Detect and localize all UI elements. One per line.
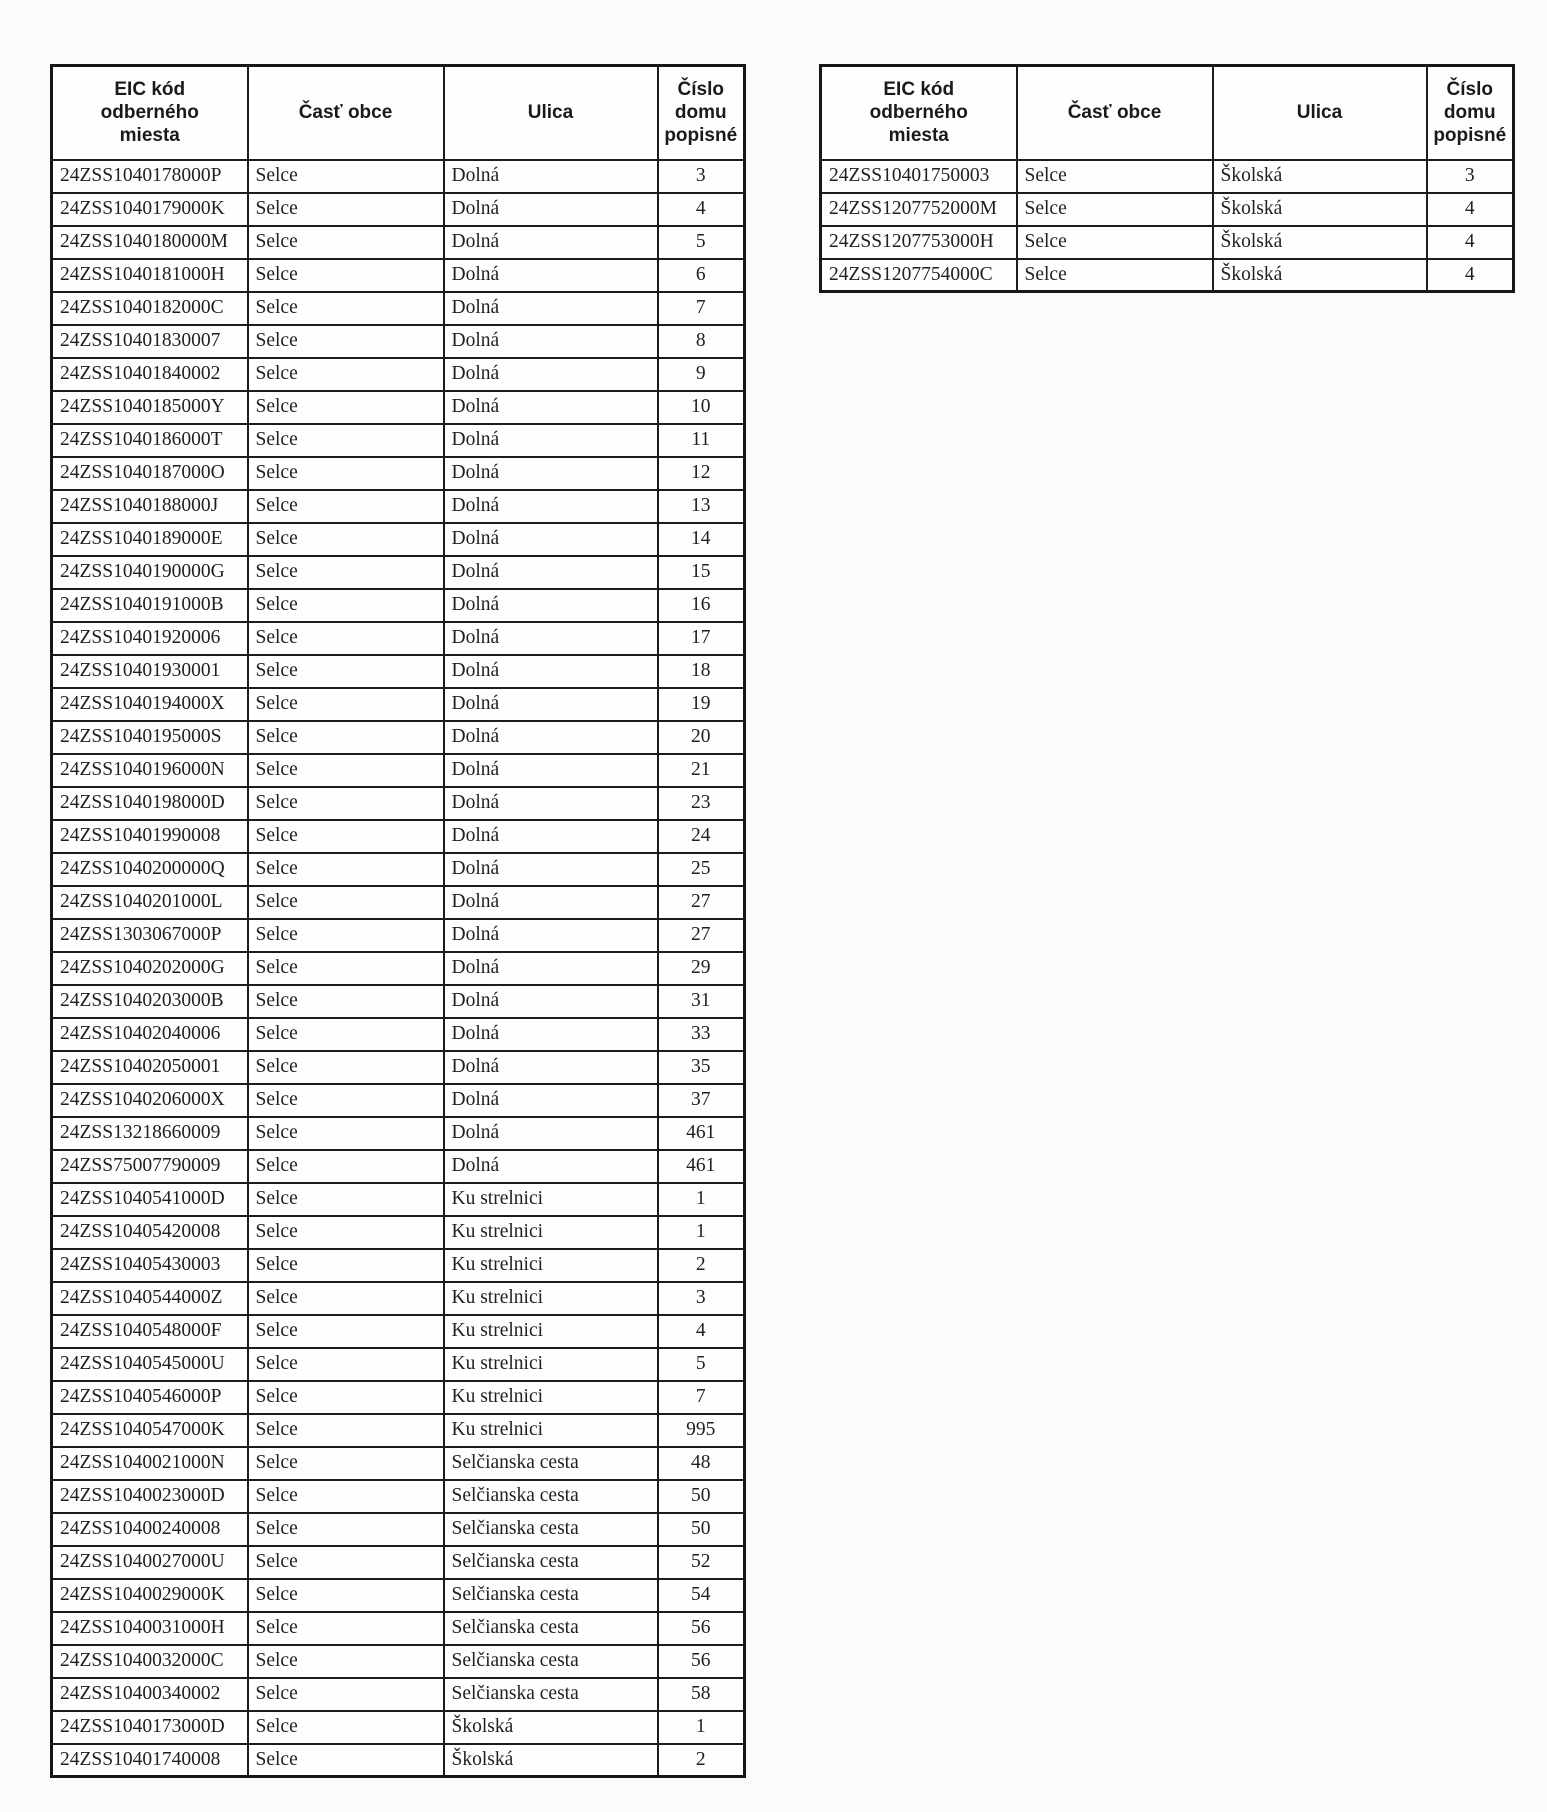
cell-street: Ku strelnici bbox=[444, 1414, 658, 1447]
cell-eic-code: 24ZSS1040200000Q bbox=[52, 853, 248, 886]
header-municipality-part bbox=[248, 66, 444, 160]
table-row bbox=[52, 1513, 745, 1546]
table-row bbox=[52, 655, 745, 688]
cell-street: Školská bbox=[1213, 193, 1427, 226]
cell-eic-code: 24ZSS1207752000M bbox=[821, 193, 1017, 226]
cell-municipality-part: Selce bbox=[1017, 193, 1213, 226]
cell-street: Selčianska cesta bbox=[444, 1579, 658, 1612]
cell-street: Dolná bbox=[444, 622, 658, 655]
cell-street: Dolná bbox=[444, 853, 658, 886]
cell-street: Školská bbox=[1213, 160, 1427, 193]
table-row bbox=[52, 1447, 745, 1480]
cell-eic-code: 24ZSS1040547000K bbox=[52, 1414, 248, 1447]
cell-municipality-part: Selce bbox=[248, 358, 444, 391]
cell-eic-code: 24ZSS1040548000F bbox=[52, 1315, 248, 1348]
cell-street: Dolná bbox=[444, 688, 658, 721]
cell-street: Dolná bbox=[444, 1117, 658, 1150]
cell-house-number: 37 bbox=[658, 1084, 745, 1117]
table-row bbox=[52, 886, 745, 919]
cell-municipality-part: Selce bbox=[248, 1282, 444, 1315]
cell-street: Dolná bbox=[444, 457, 658, 490]
table-row bbox=[52, 556, 745, 589]
cell-street: Dolná bbox=[444, 886, 658, 919]
cell-municipality-part: Selce bbox=[248, 1018, 444, 1051]
cell-house-number: 56 bbox=[658, 1645, 745, 1678]
cell-street: Dolná bbox=[444, 721, 658, 754]
cell-house-number: 19 bbox=[658, 688, 745, 721]
cell-house-number: 21 bbox=[658, 754, 745, 787]
cell-street: Selčianska cesta bbox=[444, 1645, 658, 1678]
table-row bbox=[821, 193, 1514, 226]
cell-municipality-part: Selce bbox=[248, 556, 444, 589]
cell-eic-code: 24ZSS1040182000C bbox=[52, 292, 248, 325]
header-house-number-label: Číslo domu popisné bbox=[1433, 78, 1507, 147]
cell-municipality-part: Selce bbox=[1017, 259, 1213, 292]
table-row bbox=[52, 1579, 745, 1612]
cell-eic-code: 24ZSS1040031000H bbox=[52, 1612, 248, 1645]
table-row bbox=[52, 490, 745, 523]
cell-eic-code: 24ZSS1040023000D bbox=[52, 1480, 248, 1513]
cell-house-number: 52 bbox=[658, 1546, 745, 1579]
cell-street: Ku strelnici bbox=[444, 1381, 658, 1414]
cell-municipality-part: Selce bbox=[248, 1678, 444, 1711]
cell-eic-code: 24ZSS1040185000Y bbox=[52, 391, 248, 424]
table-row bbox=[52, 1150, 745, 1183]
table-row bbox=[52, 1612, 745, 1645]
cell-house-number: 461 bbox=[658, 1117, 745, 1150]
cell-street: Dolná bbox=[444, 490, 658, 523]
cell-municipality-part: Selce bbox=[248, 1414, 444, 1447]
table-header-row bbox=[821, 66, 1514, 160]
header-municipality-part-label: Časť obce bbox=[298, 102, 393, 124]
cell-house-number: 3 bbox=[658, 1282, 745, 1315]
cell-street: Dolná bbox=[444, 589, 658, 622]
cell-municipality-part: Selce bbox=[248, 292, 444, 325]
cell-municipality-part: Selce bbox=[248, 1513, 444, 1546]
cell-house-number: 48 bbox=[658, 1447, 745, 1480]
cell-house-number: 7 bbox=[658, 1381, 745, 1414]
cell-municipality-part: Selce bbox=[248, 1612, 444, 1645]
table-row bbox=[52, 1315, 745, 1348]
cell-house-number: 6 bbox=[658, 259, 745, 292]
cell-street: Ku strelnici bbox=[444, 1315, 658, 1348]
cell-eic-code: 24ZSS1040187000O bbox=[52, 457, 248, 490]
cell-municipality-part: Selce bbox=[248, 1117, 444, 1150]
cell-municipality-part: Selce bbox=[248, 523, 444, 556]
table-row bbox=[52, 1480, 745, 1513]
cell-house-number: 14 bbox=[658, 523, 745, 556]
cell-municipality-part: Selce bbox=[248, 1480, 444, 1513]
table-row bbox=[52, 391, 745, 424]
table-row bbox=[52, 424, 745, 457]
cell-street: Dolná bbox=[444, 424, 658, 457]
cell-municipality-part: Selce bbox=[248, 1645, 444, 1678]
cell-municipality-part: Selce bbox=[248, 820, 444, 853]
cell-eic-code: 24ZSS1040173000D bbox=[52, 1711, 248, 1744]
table-row bbox=[52, 853, 745, 886]
cell-municipality-part: Selce bbox=[248, 424, 444, 457]
header-eic-code-label: EIC kód odberného miesta bbox=[100, 78, 199, 147]
table-row bbox=[52, 1381, 745, 1414]
cell-eic-code: 24ZSS10401750003 bbox=[821, 160, 1017, 193]
table-row bbox=[52, 325, 745, 358]
cell-house-number: 50 bbox=[658, 1513, 745, 1546]
table-row bbox=[52, 226, 745, 259]
cell-street: Dolná bbox=[444, 259, 658, 292]
cell-house-number: 3 bbox=[658, 160, 745, 193]
cell-municipality-part: Selce bbox=[248, 1579, 444, 1612]
cell-eic-code: 24ZSS1303067000P bbox=[52, 919, 248, 952]
table-row bbox=[52, 754, 745, 787]
cell-eic-code: 24ZSS10401830007 bbox=[52, 325, 248, 358]
cell-eic-code: 24ZSS10402040006 bbox=[52, 1018, 248, 1051]
table-row bbox=[52, 919, 745, 952]
cell-house-number: 4 bbox=[658, 1315, 745, 1348]
cell-house-number: 8 bbox=[658, 325, 745, 358]
cell-street: Dolná bbox=[444, 919, 658, 952]
cell-street: Dolná bbox=[444, 787, 658, 820]
cell-eic-code: 24ZSS1040201000L bbox=[52, 886, 248, 919]
cell-municipality-part: Selce bbox=[248, 622, 444, 655]
cell-municipality-part: Selce bbox=[248, 952, 444, 985]
cell-municipality-part: Selce bbox=[248, 391, 444, 424]
cell-municipality-part: Selce bbox=[248, 1744, 444, 1777]
cell-eic-code: 24ZSS1040541000D bbox=[52, 1183, 248, 1216]
cell-house-number: 20 bbox=[658, 721, 745, 754]
cell-eic-code: 24ZSS1207753000H bbox=[821, 226, 1017, 259]
cell-house-number: 4 bbox=[1427, 259, 1514, 292]
cell-eic-code: 24ZSS1040546000P bbox=[52, 1381, 248, 1414]
table-row bbox=[52, 1249, 745, 1282]
cell-house-number: 33 bbox=[658, 1018, 745, 1051]
cell-eic-code: 24ZSS1040032000C bbox=[52, 1645, 248, 1678]
cell-municipality-part: Selce bbox=[248, 1348, 444, 1381]
cell-street: Ku strelnici bbox=[444, 1216, 658, 1249]
eic-table-right bbox=[819, 64, 1515, 293]
table-row bbox=[52, 1348, 745, 1381]
cell-street: Selčianska cesta bbox=[444, 1678, 658, 1711]
cell-municipality-part: Selce bbox=[248, 853, 444, 886]
cell-house-number: 9 bbox=[658, 358, 745, 391]
table-row bbox=[52, 1282, 745, 1315]
table-row bbox=[52, 1216, 745, 1249]
cell-eic-code: 24ZSS1040206000X bbox=[52, 1084, 248, 1117]
cell-eic-code: 24ZSS1040021000N bbox=[52, 1447, 248, 1480]
table-row bbox=[52, 1678, 745, 1711]
cell-house-number: 31 bbox=[658, 985, 745, 1018]
table-row bbox=[52, 1051, 745, 1084]
cell-municipality-part: Selce bbox=[248, 1051, 444, 1084]
cell-street: Dolná bbox=[444, 358, 658, 391]
cell-municipality-part: Selce bbox=[248, 985, 444, 1018]
cell-house-number: 24 bbox=[658, 820, 745, 853]
cell-street: Ku strelnici bbox=[444, 1348, 658, 1381]
header-municipality-part bbox=[1017, 66, 1213, 160]
cell-municipality-part: Selce bbox=[248, 1216, 444, 1249]
cell-municipality-part: Selce bbox=[248, 787, 444, 820]
table-row bbox=[52, 160, 745, 193]
cell-house-number: 11 bbox=[658, 424, 745, 457]
table-header-row bbox=[52, 66, 745, 160]
header-street bbox=[1213, 66, 1427, 160]
cell-eic-code: 24ZSS1040190000G bbox=[52, 556, 248, 589]
eic-table-left bbox=[50, 64, 746, 1778]
cell-street: Dolná bbox=[444, 160, 658, 193]
cell-municipality-part: Selce bbox=[248, 259, 444, 292]
cell-street: Dolná bbox=[444, 325, 658, 358]
cell-eic-code: 24ZSS1207754000C bbox=[821, 259, 1017, 292]
cell-street: Selčianska cesta bbox=[444, 1546, 658, 1579]
table-row bbox=[52, 1414, 745, 1447]
cell-municipality-part: Selce bbox=[248, 754, 444, 787]
cell-house-number: 3 bbox=[1427, 160, 1514, 193]
cell-eic-code: 24ZSS1040196000N bbox=[52, 754, 248, 787]
table-row bbox=[52, 787, 745, 820]
header-street bbox=[444, 66, 658, 160]
cell-street: Dolná bbox=[444, 1051, 658, 1084]
cell-municipality-part: Selce bbox=[248, 919, 444, 952]
cell-house-number: 2 bbox=[658, 1744, 745, 1777]
cell-street: Ku strelnici bbox=[444, 1249, 658, 1282]
table-row bbox=[52, 1117, 745, 1150]
cell-house-number: 27 bbox=[658, 919, 745, 952]
cell-eic-code: 24ZSS1040195000S bbox=[52, 721, 248, 754]
header-house-number-label: Číslo domu popisné bbox=[664, 78, 738, 147]
cell-house-number: 4 bbox=[1427, 226, 1514, 259]
cell-municipality-part: Selce bbox=[248, 886, 444, 919]
cell-house-number: 1 bbox=[658, 1183, 745, 1216]
cell-eic-code: 24ZSS1040029000K bbox=[52, 1579, 248, 1612]
cell-municipality-part: Selce bbox=[248, 655, 444, 688]
header-street-label: Ulica bbox=[1296, 102, 1343, 124]
cell-house-number: 5 bbox=[658, 226, 745, 259]
cell-eic-code: 24ZSS10401930001 bbox=[52, 655, 248, 688]
cell-street: Dolná bbox=[444, 985, 658, 1018]
cell-eic-code: 24ZSS1040202000G bbox=[52, 952, 248, 985]
cell-street: Selčianska cesta bbox=[444, 1513, 658, 1546]
cell-eic-code: 24ZSS1040178000P bbox=[52, 160, 248, 193]
table-row bbox=[52, 820, 745, 853]
table-row bbox=[52, 1084, 745, 1117]
cell-street: Dolná bbox=[444, 292, 658, 325]
cell-eic-code: 24ZSS1040179000K bbox=[52, 193, 248, 226]
table-row bbox=[52, 1018, 745, 1051]
cell-street: Školská bbox=[1213, 259, 1427, 292]
table-row bbox=[52, 358, 745, 391]
cell-house-number: 995 bbox=[658, 1414, 745, 1447]
header-municipality-part-label: Časť obce bbox=[1067, 102, 1162, 124]
cell-street: Dolná bbox=[444, 226, 658, 259]
cell-eic-code: 24ZSS75007790009 bbox=[52, 1150, 248, 1183]
cell-eic-code: 24ZSS10405430003 bbox=[52, 1249, 248, 1282]
table-row bbox=[821, 160, 1514, 193]
cell-house-number: 4 bbox=[658, 193, 745, 226]
cell-house-number: 18 bbox=[658, 655, 745, 688]
table-row bbox=[52, 721, 745, 754]
table-row bbox=[821, 226, 1514, 259]
cell-street: Selčianska cesta bbox=[444, 1447, 658, 1480]
header-eic-code-label: EIC kód odberného miesta bbox=[869, 78, 968, 147]
cell-street: Dolná bbox=[444, 523, 658, 556]
cell-house-number: 1 bbox=[658, 1711, 745, 1744]
cell-street: Dolná bbox=[444, 655, 658, 688]
cell-municipality-part: Selce bbox=[1017, 160, 1213, 193]
cell-house-number: 56 bbox=[658, 1612, 745, 1645]
cell-house-number: 50 bbox=[658, 1480, 745, 1513]
header-street-label: Ulica bbox=[527, 102, 574, 124]
cell-eic-code: 24ZSS1040181000H bbox=[52, 259, 248, 292]
cell-street: Dolná bbox=[444, 952, 658, 985]
cell-house-number: 15 bbox=[658, 556, 745, 589]
cell-street: Dolná bbox=[444, 1018, 658, 1051]
cell-municipality-part: Selce bbox=[248, 1381, 444, 1414]
table-row bbox=[52, 1183, 745, 1216]
cell-house-number: 1 bbox=[658, 1216, 745, 1249]
cell-eic-code: 24ZSS1040191000B bbox=[52, 589, 248, 622]
cell-eic-code: 24ZSS10401920006 bbox=[52, 622, 248, 655]
cell-street: Dolná bbox=[444, 193, 658, 226]
cell-municipality-part: Selce bbox=[248, 589, 444, 622]
header-house-number bbox=[1427, 66, 1514, 160]
header-house-number bbox=[658, 66, 745, 160]
cell-eic-code: 24ZSS13218660009 bbox=[52, 1117, 248, 1150]
cell-house-number: 7 bbox=[658, 292, 745, 325]
table-row bbox=[52, 292, 745, 325]
cell-eic-code: 24ZSS10405420008 bbox=[52, 1216, 248, 1249]
cell-eic-code: 24ZSS1040194000X bbox=[52, 688, 248, 721]
cell-municipality-part: Selce bbox=[248, 721, 444, 754]
table-row bbox=[52, 1546, 745, 1579]
cell-house-number: 17 bbox=[658, 622, 745, 655]
cell-eic-code: 24ZSS1040203000B bbox=[52, 985, 248, 1018]
cell-house-number: 16 bbox=[658, 589, 745, 622]
cell-street: Dolná bbox=[444, 820, 658, 853]
cell-eic-code: 24ZSS1040188000J bbox=[52, 490, 248, 523]
cell-municipality-part: Selce bbox=[248, 1183, 444, 1216]
cell-eic-code: 24ZSS10400240008 bbox=[52, 1513, 248, 1546]
cell-house-number: 58 bbox=[658, 1678, 745, 1711]
cell-municipality-part: Selce bbox=[248, 1249, 444, 1282]
table-row bbox=[821, 259, 1514, 292]
cell-street: Dolná bbox=[444, 556, 658, 589]
cell-eic-code: 24ZSS10401740008 bbox=[52, 1744, 248, 1777]
cell-municipality-part: Selce bbox=[248, 1711, 444, 1744]
header-eic-code bbox=[821, 66, 1017, 160]
cell-street: Selčianska cesta bbox=[444, 1480, 658, 1513]
cell-house-number: 13 bbox=[658, 490, 745, 523]
cell-municipality-part: Selce bbox=[248, 688, 444, 721]
cell-house-number: 5 bbox=[658, 1348, 745, 1381]
table-row bbox=[52, 985, 745, 1018]
cell-municipality-part: Selce bbox=[248, 1315, 444, 1348]
table-row bbox=[52, 688, 745, 721]
cell-street: Dolná bbox=[444, 1084, 658, 1117]
cell-municipality-part: Selce bbox=[248, 160, 444, 193]
cell-municipality-part: Selce bbox=[248, 325, 444, 358]
cell-street: Školská bbox=[444, 1711, 658, 1744]
cell-eic-code: 24ZSS1040544000Z bbox=[52, 1282, 248, 1315]
cell-municipality-part: Selce bbox=[248, 490, 444, 523]
cell-house-number: 25 bbox=[658, 853, 745, 886]
header-eic-code bbox=[52, 66, 248, 160]
table-row bbox=[52, 1711, 745, 1744]
cell-house-number: 10 bbox=[658, 391, 745, 424]
cell-eic-code: 24ZSS1040180000M bbox=[52, 226, 248, 259]
cell-eic-code: 24ZSS1040545000U bbox=[52, 1348, 248, 1381]
cell-street: Ku strelnici bbox=[444, 1282, 658, 1315]
table-row bbox=[52, 952, 745, 985]
table-row bbox=[52, 1645, 745, 1678]
cell-eic-code: 24ZSS1040198000D bbox=[52, 787, 248, 820]
cell-eic-code: 24ZSS10401990008 bbox=[52, 820, 248, 853]
table-row bbox=[52, 523, 745, 556]
table-row bbox=[52, 259, 745, 292]
table-row bbox=[52, 589, 745, 622]
cell-municipality-part: Selce bbox=[248, 1447, 444, 1480]
cell-eic-code: 24ZSS1040027000U bbox=[52, 1546, 248, 1579]
cell-house-number: 4 bbox=[1427, 193, 1514, 226]
cell-house-number: 12 bbox=[658, 457, 745, 490]
cell-eic-code: 24ZSS1040189000E bbox=[52, 523, 248, 556]
cell-street: Dolná bbox=[444, 1150, 658, 1183]
cell-municipality-part: Selce bbox=[248, 1084, 444, 1117]
cell-house-number: 23 bbox=[658, 787, 745, 820]
cell-house-number: 29 bbox=[658, 952, 745, 985]
cell-house-number: 461 bbox=[658, 1150, 745, 1183]
table-row bbox=[52, 193, 745, 226]
cell-house-number: 2 bbox=[658, 1249, 745, 1282]
table-row bbox=[52, 457, 745, 490]
cell-street: Školská bbox=[1213, 226, 1427, 259]
cell-street: Selčianska cesta bbox=[444, 1612, 658, 1645]
cell-eic-code: 24ZSS10402050001 bbox=[52, 1051, 248, 1084]
cell-street: Dolná bbox=[444, 754, 658, 787]
cell-municipality-part: Selce bbox=[248, 1150, 444, 1183]
cell-municipality-part: Selce bbox=[248, 193, 444, 226]
cell-municipality-part: Selce bbox=[1017, 226, 1213, 259]
table-row bbox=[52, 622, 745, 655]
cell-street: Ku strelnici bbox=[444, 1183, 658, 1216]
cell-eic-code: 24ZSS10400340002 bbox=[52, 1678, 248, 1711]
cell-house-number: 54 bbox=[658, 1579, 745, 1612]
cell-house-number: 35 bbox=[658, 1051, 745, 1084]
cell-eic-code: 24ZSS10401840002 bbox=[52, 358, 248, 391]
cell-street: Dolná bbox=[444, 391, 658, 424]
cell-street: Školská bbox=[444, 1744, 658, 1777]
cell-municipality-part: Selce bbox=[248, 226, 444, 259]
cell-municipality-part: Selce bbox=[248, 1546, 444, 1579]
cell-house-number: 27 bbox=[658, 886, 745, 919]
cell-eic-code: 24ZSS1040186000T bbox=[52, 424, 248, 457]
cell-municipality-part: Selce bbox=[248, 457, 444, 490]
table-row bbox=[52, 1744, 745, 1777]
